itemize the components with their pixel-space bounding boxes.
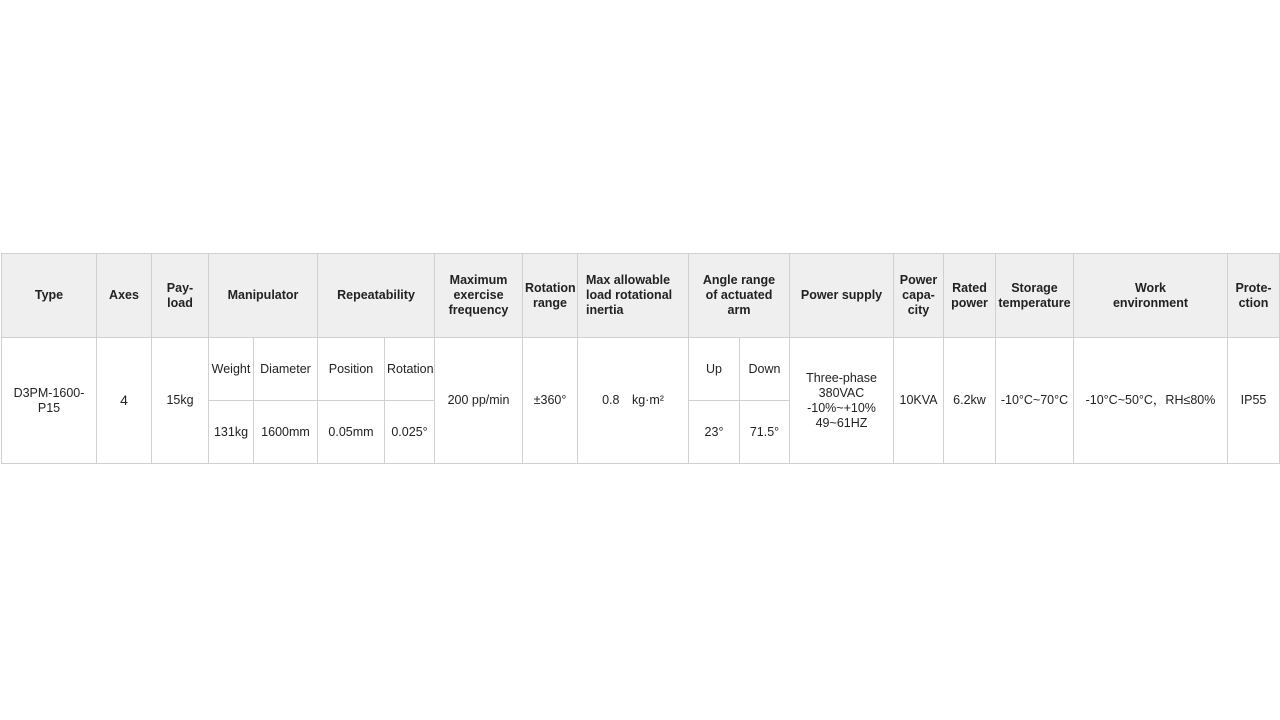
header-protection: Prote- ction <box>1228 254 1280 338</box>
value-down: 71.5° <box>740 401 790 464</box>
header-payload: Pay- load <box>152 254 209 338</box>
value-max-inertia: 0.8 kg·m² <box>578 338 689 464</box>
header-work-environment: Work environment <box>1074 254 1228 338</box>
value-work-environment: -10°C~50°C，RH≤80% <box>1074 338 1228 464</box>
value-storage-temperature: -10°C~70°C <box>996 338 1074 464</box>
value-protection: IP55 <box>1228 338 1280 464</box>
value-max-frequency: 200 pp/min <box>435 338 523 464</box>
subheader-up: Up <box>689 338 740 401</box>
value-payload: 15kg <box>152 338 209 464</box>
header-power-supply: Power supply <box>790 254 894 338</box>
header-rotation-range: Rotation range <box>523 254 578 338</box>
value-diameter: 1600mm <box>254 401 318 464</box>
value-rotation: 0.025° <box>385 401 435 464</box>
value-power-capacity: 10KVA <box>894 338 944 464</box>
value-rated-power: 6.2kw <box>944 338 996 464</box>
value-axes: 4 <box>97 338 152 464</box>
subheader-position: Position <box>318 338 385 401</box>
value-power-supply: Three-phase 380VAC -10%~+10% 49~61HZ <box>790 338 894 464</box>
header-max-inertia: Max allowable load rotational inertia <box>578 254 689 338</box>
header-power-capacity: Power capa- city <box>894 254 944 338</box>
value-rotation-range: ±360° <box>523 338 578 464</box>
header-axes: Axes <box>97 254 152 338</box>
header-storage-temperature: Storage temperature <box>996 254 1074 338</box>
spec-table <box>1 253 1280 464</box>
subheader-down: Down <box>740 338 790 401</box>
subheader-diameter: Diameter <box>254 338 318 401</box>
value-type: D3PM-1600-P15 <box>2 338 97 464</box>
header-angle-range: Angle range of actuated arm <box>689 254 790 338</box>
header-rated-power: Rated power <box>944 254 996 338</box>
header-max-frequency: Maximum exercise frequency <box>435 254 523 338</box>
subheader-row <box>2 338 1280 401</box>
value-up: 23° <box>689 401 740 464</box>
subheader-weight: Weight <box>209 338 254 401</box>
value-weight: 131kg <box>209 401 254 464</box>
header-type: Type <box>2 254 97 338</box>
header-repeatability: Repeatability <box>318 254 435 338</box>
value-position: 0.05mm <box>318 401 385 464</box>
subheader-rotation: Rotation <box>385 338 435 401</box>
header-row <box>2 254 1280 338</box>
header-manipulator: Manipulator <box>209 254 318 338</box>
